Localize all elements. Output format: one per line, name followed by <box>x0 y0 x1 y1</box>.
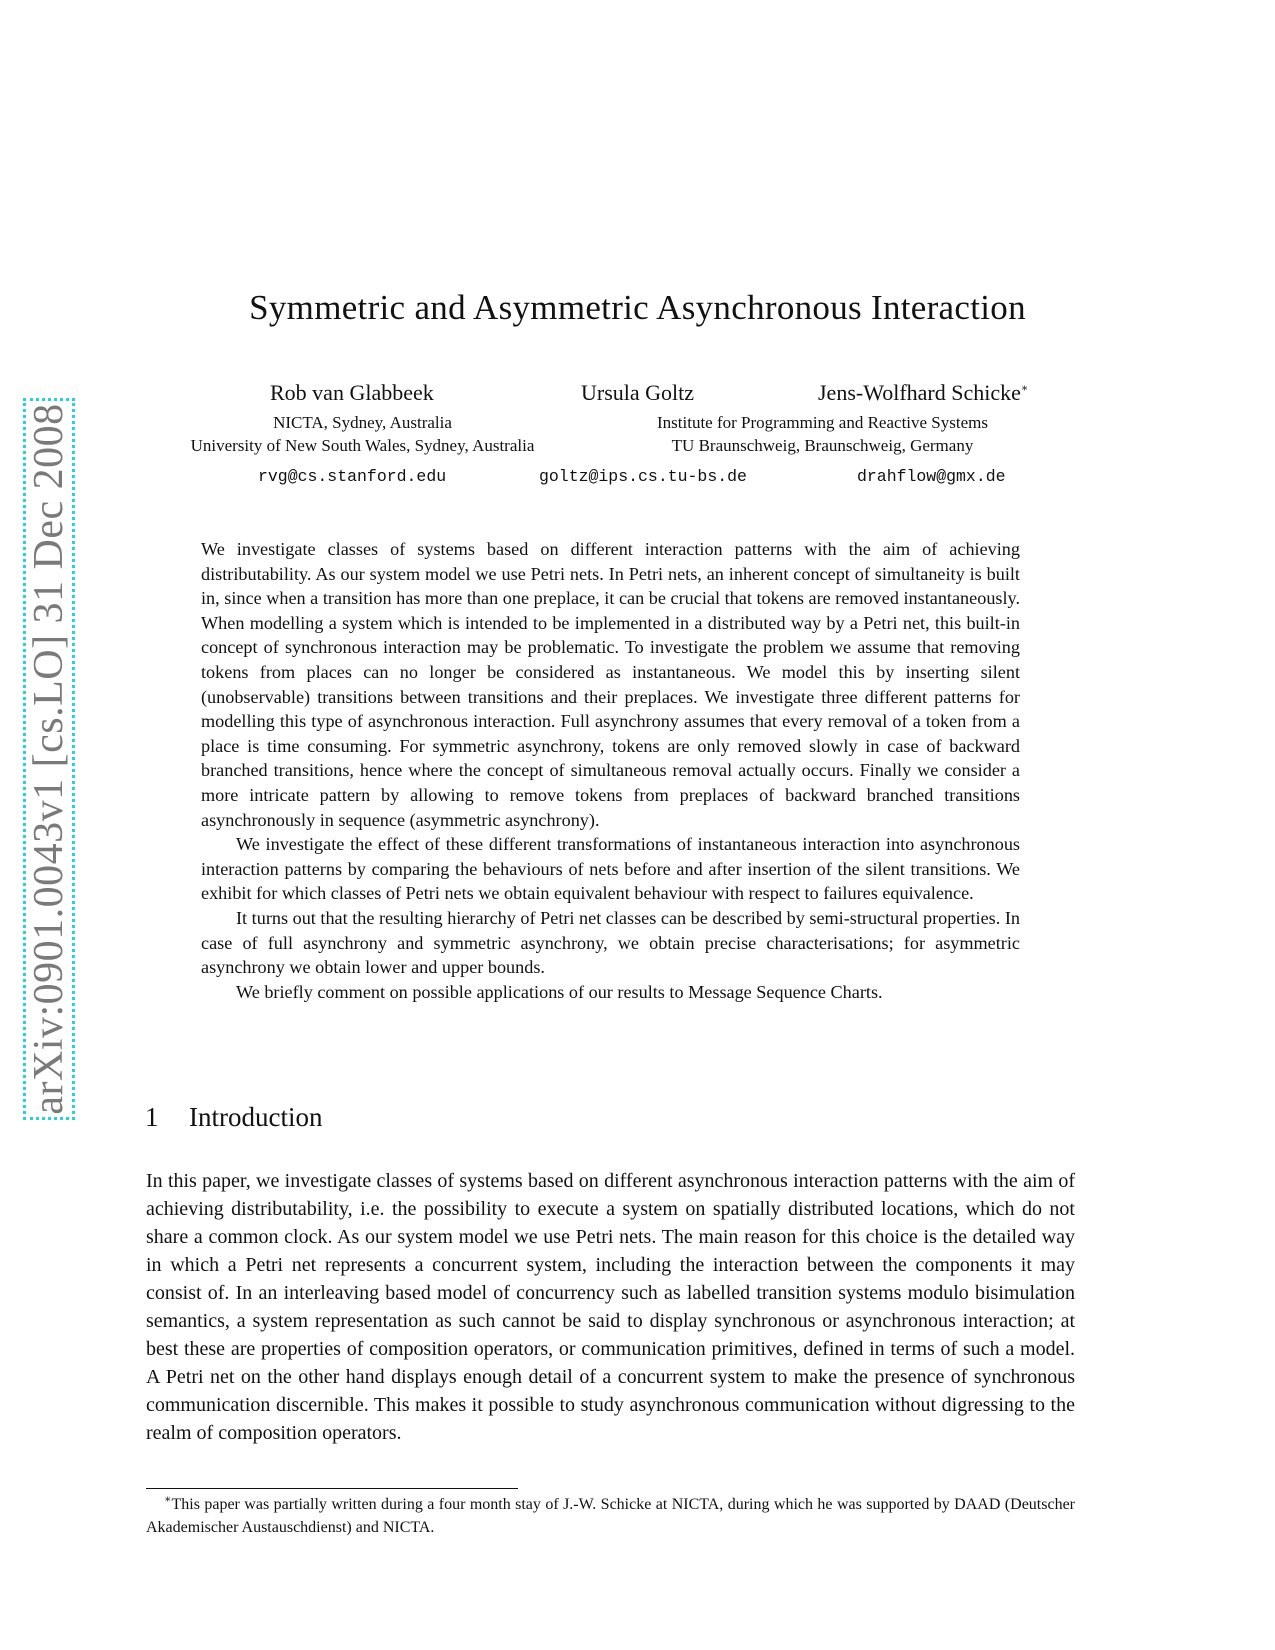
affiliation-line: NICTA, Sydney, Australia <box>273 413 452 432</box>
abstract-paragraph: It turns out that the resulting hierarchy of Petri net classes can be described by semi-structural properties. In case of full asynchrony and symmetric asynchrony, we obtain precise characterisations; for asymmetric asynchrony we obtain lower and upper bounds. <box>201 907 1020 978</box>
author-name <box>581 380 694 406</box>
paper-title: Symmetric and Asymmetric Asynchronous Interaction <box>249 288 1026 327</box>
author-name-text: Jens-Wolfhard Schicke <box>818 380 1021 405</box>
affiliation-line: University of New South Wales, Sydney, Australia <box>190 436 535 455</box>
author-email[interactable]: rvg@cs.stanford.edu <box>258 467 447 486</box>
section-title: Introduction <box>189 1102 323 1132</box>
affiliation-line: TU Braunschweig, Braunschweig, Germany <box>671 436 974 455</box>
abstract-paragraph: We briefly comment on possible applications of our results to Message Sequence Charts. <box>236 981 883 1002</box>
author-name <box>818 380 1028 406</box>
body-paragraph: In this paper, we investigate classes of systems based on different asynchronous interaction patterns with the aim of achieving distributability, i.e. the possibility to execute a system on spatially distributed locations, which do not share a common clock. As our system model we use Petri nets. The main reason for this choice is the detailed way in which a Petri net represents a concurrent system, including the interaction between the components it may consist of. In an interleaving based model of concurrency such as labelled transition systems modulo bisimulation semantics, a system representation as such cannot be said to display synchronous or asynchronous interaction; at best these are properties of composition operators, or communication primitives, defined in terms of such a model. A Petri net on the other hand displays enough detail of a concurrent system to make the presence of synchronous communication discernible. This makes it possible to study asynchronous communication without digressing to the realm of composition operators. <box>146 1170 1075 1444</box>
footnote-marker: ∗ <box>164 1493 172 1506</box>
affiliation-line: Institute for Programming and Reactive Systems <box>657 413 988 432</box>
section-number: 1 <box>145 1102 159 1132</box>
author-name-text: Rob van Glabbeek <box>270 380 434 405</box>
footnote-marker: ∗ <box>1020 382 1029 395</box>
author-email[interactable]: drahflow@gmx.de <box>857 467 1006 486</box>
footnote-text: This paper was partially written during a four month stay of J.-W. Schicke at NICTA, during which he was supported by DAAD (Deutscher Akademischer Austauschdienst) and NICTA. <box>146 1496 1075 1536</box>
footnote-divider <box>146 1488 518 1489</box>
abstract-paragraph: We investigate classes of systems based on different interaction patterns with the aim of achieving distributability. As our system model we use Petri nets. In Petri nets, an inherent concept of simultaneity is built in, since when a transition has more than one preplace, it can be crucial that tokens are removed instantaneously. When modelling a system which is intended to be implemented in a distributed way by a Petri net, this built-in concept of synchronous interaction may be problematic. To investigate the problem we assume that removing tokens from places can no longer be considered as instantaneous. We model this by inserting silent (unobservable) transitions between transitions and their preplaces. We investigate three different patterns for modelling this type of asynchronous interaction. Full asynchrony assumes that every removal of a token from a place is time consuming. For symmetric asynchrony, tokens are only removed slowly in case of backward branched transitions, hence where the concept of simultaneous removal actually occurs. Finally we consider a more intricate pattern by allowing to remove tokens from preplaces of backward branched transitions asynchronously in sequence (asymmetric asynchrony). <box>201 539 1020 830</box>
abstract-paragraph: We investigate the effect of these different transformations of instantaneous interaction into asynchronous interaction patterns by comparing the behaviours of nets before and after insertion of the silent transitions. We exhibit for which classes of Petri nets we obtain equivalent behaviour with respect to failures equivalence. <box>201 834 1020 904</box>
arxiv-identifier: arXiv:0901.0043v1 [cs.LO] 31 Dec 2008 <box>26 403 72 1115</box>
section-heading <box>145 1102 322 1133</box>
abstract <box>201 537 1020 1004</box>
author-name <box>270 380 434 406</box>
footnote <box>146 1494 1075 1539</box>
author-email[interactable]: goltz@ips.cs.tu-bs.de <box>539 467 747 486</box>
author-name-text: Ursula Goltz <box>581 380 695 405</box>
arxiv-stamp <box>23 398 75 1120</box>
